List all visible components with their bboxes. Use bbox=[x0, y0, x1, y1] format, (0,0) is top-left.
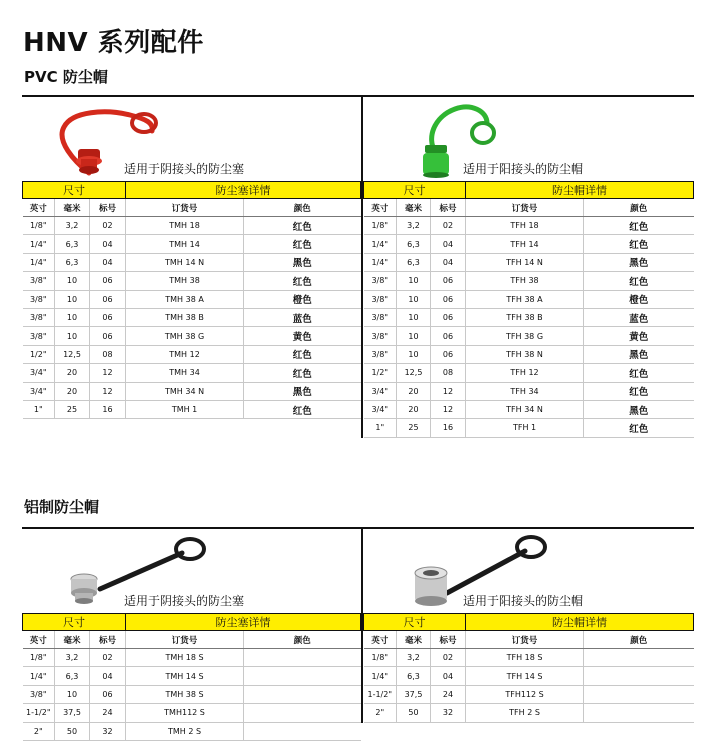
code-cell: 06 bbox=[90, 272, 126, 290]
table-row bbox=[364, 327, 694, 345]
color-cell: 黑色 bbox=[584, 345, 694, 363]
table-row bbox=[23, 253, 361, 271]
pvc-female-image-area bbox=[22, 97, 361, 181]
code-cell: 12 bbox=[431, 400, 466, 418]
color-cell: 红色 bbox=[584, 235, 694, 253]
table-row bbox=[23, 290, 361, 308]
order-no-cell: TFH 18 S bbox=[466, 649, 584, 667]
table-row bbox=[364, 667, 694, 685]
mm-cell: 10 bbox=[397, 308, 431, 326]
pvc-female-caption: 适用于阴接头的防尘塞 bbox=[124, 162, 245, 176]
inch-header: 英寸 bbox=[23, 199, 55, 217]
inch-cell: 3/4" bbox=[364, 382, 397, 400]
alu-male-table bbox=[363, 613, 694, 723]
inch-cell: 3/8" bbox=[23, 272, 55, 290]
color-cell: 红色 bbox=[244, 364, 361, 382]
mm-cell: 10 bbox=[55, 685, 90, 703]
code-cell: 04 bbox=[431, 235, 466, 253]
code-cell: 32 bbox=[431, 704, 466, 722]
color-cell bbox=[244, 704, 361, 722]
color-cell: 黑色 bbox=[584, 400, 694, 418]
mm-cell: 50 bbox=[55, 722, 90, 740]
mm-cell: 10 bbox=[397, 345, 431, 363]
order-no-cell: TFH 38 bbox=[466, 272, 584, 290]
mm-cell: 6,3 bbox=[55, 253, 90, 271]
table-row bbox=[364, 649, 694, 667]
mm-cell: 37,5 bbox=[55, 704, 90, 722]
mm-cell: 3,2 bbox=[397, 649, 431, 667]
inch-cell: 1/4" bbox=[23, 235, 55, 253]
mm-cell: 20 bbox=[397, 382, 431, 400]
mm-cell: 25 bbox=[397, 419, 431, 437]
inch-cell: 1/4" bbox=[23, 667, 55, 685]
color-cell: 红色 bbox=[584, 217, 694, 235]
table-row bbox=[23, 308, 361, 326]
code-header: 标号 bbox=[90, 199, 126, 217]
table-row bbox=[23, 327, 361, 345]
alu-female-image-area bbox=[22, 529, 361, 613]
inch-cell: 1" bbox=[364, 419, 397, 437]
table-row bbox=[364, 685, 694, 703]
order-no-cell: TMH 12 bbox=[126, 345, 244, 363]
order-no-cell: TFH 38 B bbox=[466, 308, 584, 326]
inch-cell: 1-1/2" bbox=[23, 704, 55, 722]
mm-cell: 25 bbox=[55, 400, 90, 418]
inch-cell: 3/8" bbox=[364, 308, 397, 326]
table-row bbox=[364, 308, 694, 326]
order-no-cell: TMH 14 bbox=[126, 235, 244, 253]
code-cell: 06 bbox=[90, 308, 126, 326]
mm-cell: 10 bbox=[55, 272, 90, 290]
inch-cell: 3/4" bbox=[364, 400, 397, 418]
code-cell: 32 bbox=[90, 722, 126, 740]
size-header: 尺寸 bbox=[364, 182, 466, 199]
order-no-cell: TMH 18 bbox=[126, 217, 244, 235]
order-no-cell: TFH 12 bbox=[466, 364, 584, 382]
size-header: 尺寸 bbox=[23, 182, 126, 199]
mm-cell: 10 bbox=[397, 290, 431, 308]
size-header: 尺寸 bbox=[23, 614, 126, 631]
mm-cell: 20 bbox=[55, 382, 90, 400]
code-cell: 04 bbox=[431, 667, 466, 685]
inch-cell: 1/2" bbox=[23, 345, 55, 363]
code-cell: 04 bbox=[431, 253, 466, 271]
code-cell: 06 bbox=[431, 327, 466, 345]
table-row bbox=[364, 235, 694, 253]
code-cell: 16 bbox=[90, 400, 126, 418]
code-cell: 16 bbox=[431, 419, 466, 437]
order-no-cell: TMH112 S bbox=[126, 704, 244, 722]
inch-cell: 1/4" bbox=[364, 667, 397, 685]
mm-cell: 6,3 bbox=[55, 235, 90, 253]
color-cell: 红色 bbox=[584, 272, 694, 290]
alu-male-caption: 适用于阳接头的防尘帽 bbox=[463, 594, 584, 608]
inch-cell: 3/4" bbox=[23, 382, 55, 400]
mm-header: 毫米 bbox=[397, 199, 431, 217]
inch-header: 英寸 bbox=[364, 199, 397, 217]
alu-male-panel bbox=[361, 527, 694, 723]
table-row bbox=[23, 272, 361, 290]
color-cell: 红色 bbox=[244, 345, 361, 363]
inch-cell: 1/8" bbox=[23, 649, 55, 667]
inch-cell: 2" bbox=[23, 722, 55, 740]
table-row bbox=[364, 217, 694, 235]
table-row bbox=[364, 272, 694, 290]
size-header: 尺寸 bbox=[364, 614, 466, 631]
alu-male-image-area bbox=[363, 529, 694, 613]
mm-cell: 6,3 bbox=[397, 667, 431, 685]
mm-cell: 37,5 bbox=[397, 685, 431, 703]
inch-cell: 2" bbox=[364, 704, 397, 722]
inch-cell: 1/8" bbox=[364, 649, 397, 667]
inch-cell: 1/8" bbox=[364, 217, 397, 235]
color-header: 颜色 bbox=[584, 631, 694, 649]
inch-cell: 3/8" bbox=[364, 290, 397, 308]
color-cell: 黄色 bbox=[244, 327, 361, 345]
table-row bbox=[364, 400, 694, 418]
code-cell: 12 bbox=[90, 382, 126, 400]
pvc-male-panel bbox=[361, 95, 694, 438]
color-header: 颜色 bbox=[244, 631, 361, 649]
code-cell: 08 bbox=[90, 345, 126, 363]
inch-cell: 1" bbox=[23, 400, 55, 418]
inch-cell: 3/8" bbox=[23, 685, 55, 703]
code-cell: 06 bbox=[431, 290, 466, 308]
color-cell: 红色 bbox=[584, 364, 694, 382]
order-no-cell: TFH 34 N bbox=[466, 400, 584, 418]
inch-cell: 3/4" bbox=[23, 364, 55, 382]
color-cell: 红色 bbox=[244, 272, 361, 290]
inch-cell: 3/8" bbox=[23, 290, 55, 308]
table-row bbox=[364, 419, 694, 437]
color-cell: 红色 bbox=[244, 400, 361, 418]
order-no-header: 订货号 bbox=[466, 631, 584, 649]
mm-cell: 10 bbox=[55, 290, 90, 308]
pvc-male-caption: 适用于阳接头的防尘帽 bbox=[463, 162, 584, 176]
table-row bbox=[364, 364, 694, 382]
order-no-cell: TMH 34 N bbox=[126, 382, 244, 400]
table-row bbox=[364, 382, 694, 400]
table-row bbox=[23, 382, 361, 400]
inch-cell: 1/4" bbox=[364, 235, 397, 253]
inch-cell: 3/8" bbox=[23, 308, 55, 326]
code-cell: 06 bbox=[90, 290, 126, 308]
mm-cell: 10 bbox=[55, 327, 90, 345]
order-no-cell: TFH 14 S bbox=[466, 667, 584, 685]
mm-cell: 12,5 bbox=[55, 345, 90, 363]
mm-cell: 20 bbox=[55, 364, 90, 382]
order-no-cell: TFH 14 N bbox=[466, 253, 584, 271]
table-row bbox=[364, 704, 694, 722]
inch-cell: 1/8" bbox=[23, 217, 55, 235]
plug-details-header: 防尘塞详情 bbox=[126, 614, 361, 631]
order-no-cell: TMH 38 A bbox=[126, 290, 244, 308]
order-no-cell: TMH 2 S bbox=[126, 722, 244, 740]
pvc-male-table bbox=[363, 181, 694, 438]
code-cell: 04 bbox=[90, 235, 126, 253]
code-header: 标号 bbox=[431, 199, 466, 217]
color-cell: 蓝色 bbox=[244, 308, 361, 326]
cap-details-header: 防尘帽详情 bbox=[466, 614, 694, 631]
pvc-female-panel bbox=[22, 95, 361, 419]
code-cell: 08 bbox=[431, 364, 466, 382]
code-cell: 06 bbox=[431, 345, 466, 363]
table-row bbox=[364, 345, 694, 363]
order-no-cell: TMH 38 S bbox=[126, 685, 244, 703]
order-no-cell: TMH 1 bbox=[126, 400, 244, 418]
table-row bbox=[23, 400, 361, 418]
mm-cell: 10 bbox=[397, 327, 431, 345]
order-no-cell: TMH 18 S bbox=[126, 649, 244, 667]
color-cell bbox=[244, 667, 361, 685]
code-cell: 04 bbox=[90, 667, 126, 685]
order-no-header: 订货号 bbox=[126, 199, 244, 217]
inch-cell: 3/8" bbox=[364, 327, 397, 345]
order-no-cell: TMH 38 bbox=[126, 272, 244, 290]
alu-female-caption: 适用于阴接头的防尘塞 bbox=[124, 594, 245, 608]
color-cell: 黑色 bbox=[584, 253, 694, 271]
mm-cell: 10 bbox=[397, 272, 431, 290]
mm-header: 毫米 bbox=[55, 199, 90, 217]
color-cell bbox=[244, 649, 361, 667]
mm-cell: 6,3 bbox=[55, 667, 90, 685]
code-cell: 06 bbox=[431, 308, 466, 326]
code-cell: 06 bbox=[431, 272, 466, 290]
order-no-cell: TMH 14 N bbox=[126, 253, 244, 271]
color-cell bbox=[584, 704, 694, 722]
order-no-cell: TFH112 S bbox=[466, 685, 584, 703]
table-row bbox=[23, 217, 361, 235]
code-cell: 24 bbox=[90, 704, 126, 722]
mm-header: 毫米 bbox=[55, 631, 90, 649]
mm-cell: 6,3 bbox=[397, 235, 431, 253]
code-cell: 24 bbox=[431, 685, 466, 703]
mm-header: 毫米 bbox=[397, 631, 431, 649]
mm-cell: 50 bbox=[397, 704, 431, 722]
code-cell: 02 bbox=[431, 649, 466, 667]
inch-cell: 1/4" bbox=[364, 253, 397, 271]
color-cell: 黑色 bbox=[244, 253, 361, 271]
mm-cell: 3,2 bbox=[55, 217, 90, 235]
order-no-cell: TFH 38 N bbox=[466, 345, 584, 363]
color-cell bbox=[584, 667, 694, 685]
color-cell bbox=[244, 685, 361, 703]
color-cell: 红色 bbox=[584, 382, 694, 400]
table-row bbox=[23, 722, 361, 740]
color-cell: 黄色 bbox=[584, 327, 694, 345]
inch-cell: 3/8" bbox=[23, 327, 55, 345]
mm-cell: 3,2 bbox=[55, 649, 90, 667]
order-no-cell: TFH 14 bbox=[466, 235, 584, 253]
section-title-aluminum: 铝制防尘帽 bbox=[24, 498, 100, 516]
table-row bbox=[23, 345, 361, 363]
code-cell: 12 bbox=[431, 382, 466, 400]
inch-cell: 3/8" bbox=[364, 345, 397, 363]
table-row bbox=[23, 685, 361, 703]
table-row bbox=[364, 290, 694, 308]
color-cell: 黑色 bbox=[244, 382, 361, 400]
code-header: 标号 bbox=[431, 631, 466, 649]
code-cell: 12 bbox=[90, 364, 126, 382]
code-cell: 02 bbox=[90, 217, 126, 235]
color-cell: 橙色 bbox=[244, 290, 361, 308]
alu-female-table bbox=[22, 613, 361, 741]
alu-female-panel bbox=[22, 527, 361, 741]
color-cell bbox=[244, 722, 361, 740]
table-row bbox=[23, 364, 361, 382]
order-no-cell: TMH 34 bbox=[126, 364, 244, 382]
inch-cell: 3/8" bbox=[364, 272, 397, 290]
order-no-cell: TMH 38 G bbox=[126, 327, 244, 345]
order-no-header: 订货号 bbox=[126, 631, 244, 649]
table-row bbox=[23, 667, 361, 685]
color-cell bbox=[584, 685, 694, 703]
order-no-cell: TFH 38 G bbox=[466, 327, 584, 345]
pvc-male-image-area bbox=[363, 97, 694, 181]
code-cell: 06 bbox=[90, 685, 126, 703]
mm-cell: 6,3 bbox=[397, 253, 431, 271]
table-row bbox=[23, 704, 361, 722]
color-header: 颜色 bbox=[584, 199, 694, 217]
order-no-cell: TFH 1 bbox=[466, 419, 584, 437]
order-no-header: 订货号 bbox=[466, 199, 584, 217]
color-cell: 蓝色 bbox=[584, 308, 694, 326]
color-cell: 红色 bbox=[244, 217, 361, 235]
page-title: HNV 系列配件 bbox=[23, 28, 204, 58]
order-no-cell: TFH 18 bbox=[466, 217, 584, 235]
inch-cell: 1/4" bbox=[23, 253, 55, 271]
order-no-cell: TMH 14 S bbox=[126, 667, 244, 685]
plug-details-header: 防尘塞详情 bbox=[126, 182, 361, 199]
order-no-cell: TFH 34 bbox=[466, 382, 584, 400]
code-cell: 04 bbox=[90, 253, 126, 271]
code-cell: 02 bbox=[431, 217, 466, 235]
order-no-cell: TMH 38 B bbox=[126, 308, 244, 326]
mm-cell: 20 bbox=[397, 400, 431, 418]
inch-header: 英寸 bbox=[23, 631, 55, 649]
code-cell: 06 bbox=[90, 327, 126, 345]
color-cell bbox=[584, 649, 694, 667]
code-cell: 02 bbox=[90, 649, 126, 667]
color-header: 颜色 bbox=[244, 199, 361, 217]
mm-cell: 10 bbox=[55, 308, 90, 326]
cap-details-header: 防尘帽详情 bbox=[466, 182, 694, 199]
mm-cell: 12,5 bbox=[397, 364, 431, 382]
color-cell: 红色 bbox=[584, 419, 694, 437]
section-title-pvc: PVC 防尘帽 bbox=[24, 68, 108, 86]
inch-cell: 1/2" bbox=[364, 364, 397, 382]
color-cell: 橙色 bbox=[584, 290, 694, 308]
order-no-cell: TFH 2 S bbox=[466, 704, 584, 722]
table-row bbox=[364, 253, 694, 271]
pvc-female-table bbox=[22, 181, 361, 419]
table-row bbox=[23, 649, 361, 667]
color-cell: 红色 bbox=[244, 235, 361, 253]
order-no-cell: TFH 38 A bbox=[466, 290, 584, 308]
table-row bbox=[23, 235, 361, 253]
inch-cell: 1-1/2" bbox=[364, 685, 397, 703]
mm-cell: 3,2 bbox=[397, 217, 431, 235]
inch-header: 英寸 bbox=[364, 631, 397, 649]
code-header: 标号 bbox=[90, 631, 126, 649]
